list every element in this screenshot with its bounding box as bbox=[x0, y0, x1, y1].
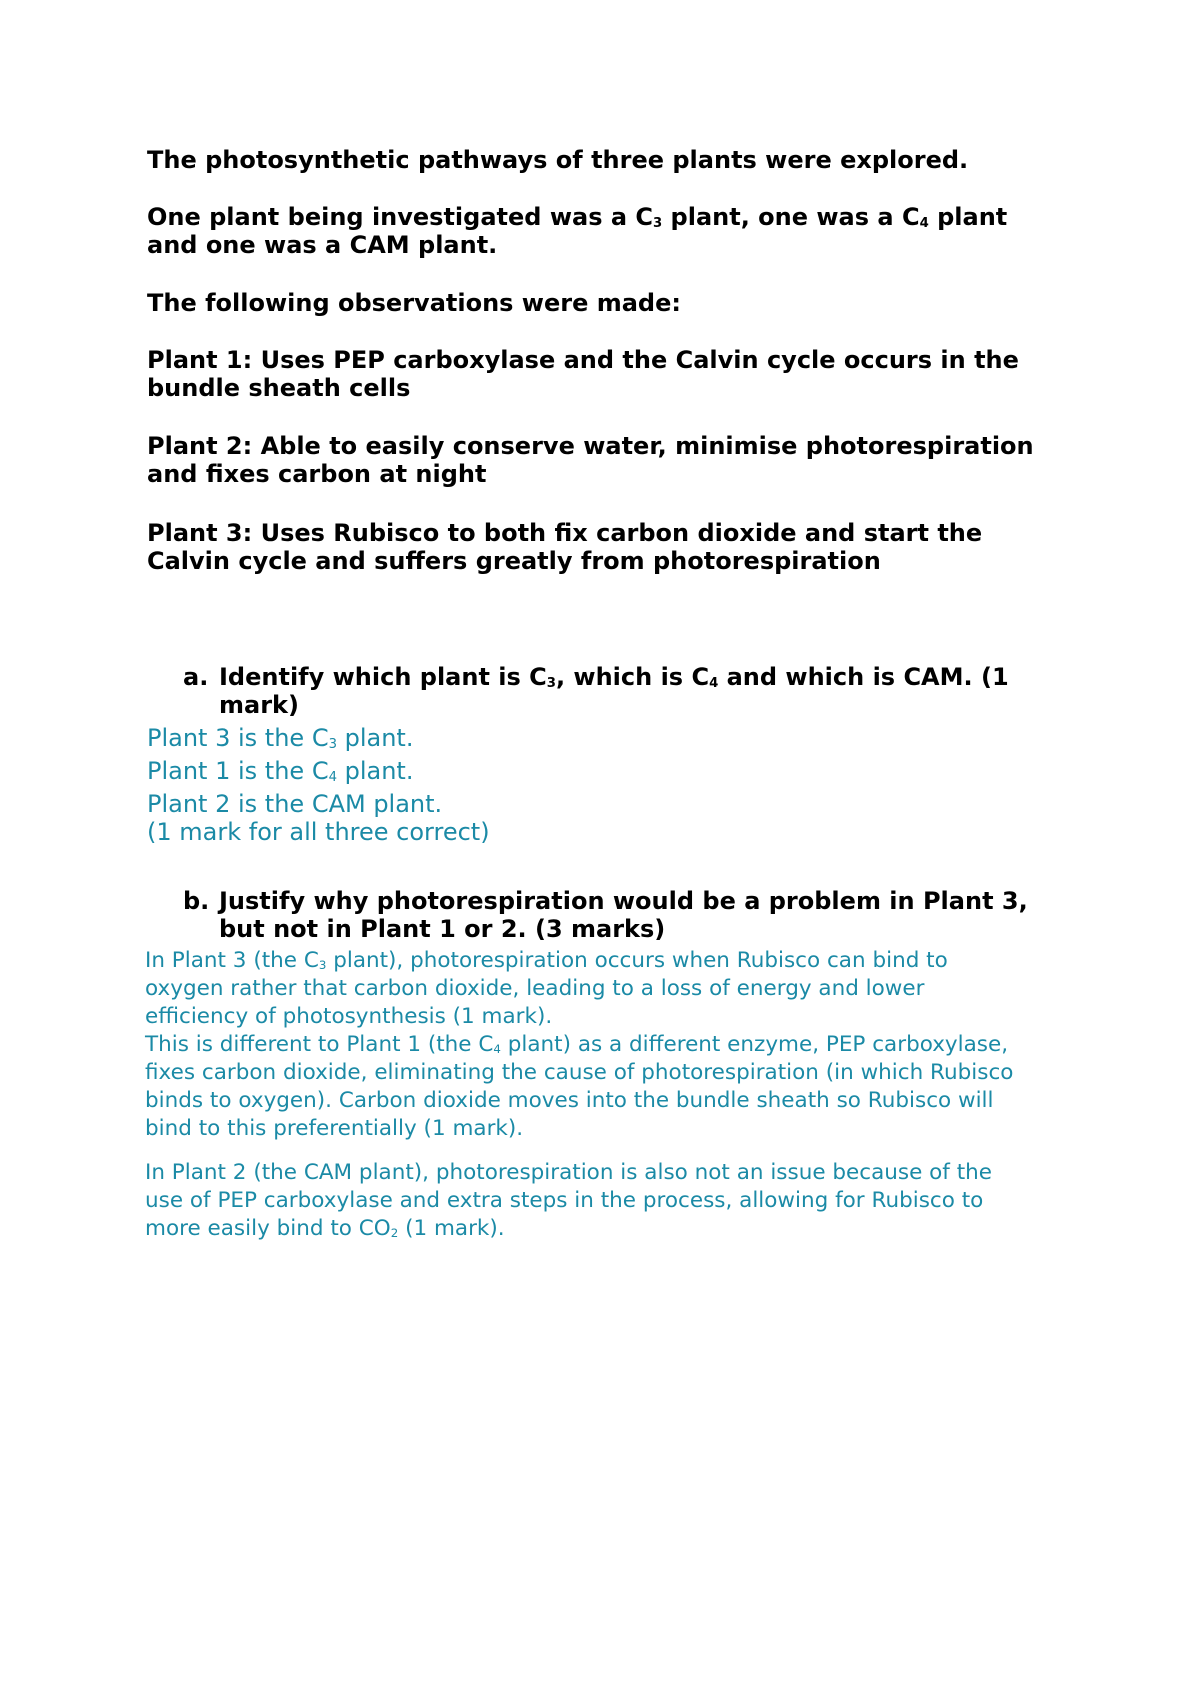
answer-b-line-2: oxygen rather that carbon dioxide, leading to a loss of energy and lower bbox=[145, 976, 925, 1001]
question-b-line-1: Justify why photorespiration would be a problem in Plant 3, bbox=[219, 887, 1028, 915]
plant-3-line-2: Calvin cycle and suffers greatly from photorespiration bbox=[147, 547, 881, 575]
answer-b-line-4: This is different to Plant 1 (the C4 plant) as a different enzyme, PEP carboxylase, bbox=[145, 1032, 1009, 1057]
plant-1-line-1: Plant 1: Uses PEP carboxylase and the Calvin cycle occurs in the bbox=[147, 346, 1019, 374]
question-a-line-2: mark) bbox=[219, 691, 299, 719]
question-b-marker: b. bbox=[183, 887, 210, 915]
plant-3-line-1: Plant 3: Uses Rubisco to both fix carbon dioxide and start the bbox=[147, 519, 983, 547]
answer-b-line-3: efficiency of photosynthesis (1 mark). bbox=[145, 1004, 553, 1029]
intro-line-1: The photosynthetic pathways of three plants were explored. bbox=[147, 146, 969, 174]
plant-1-line-2: bundle sheath cells bbox=[147, 374, 411, 402]
answer-a-line-2: Plant 1 is the C4 plant. bbox=[147, 757, 414, 785]
answer-b-line-6: binds to oxygen). Carbon dioxide moves into the bundle sheath so Rubisco will bbox=[145, 1088, 994, 1113]
plant-2-line-1: Plant 2: Able to easily conserve water, minimise photorespiration bbox=[147, 432, 1034, 460]
answer-b-line-7: bind to this preferentially (1 mark). bbox=[145, 1116, 524, 1141]
question-a-marker: a. bbox=[183, 663, 209, 691]
intro-line-3: and one was a CAM plant. bbox=[147, 231, 498, 259]
answer-b-line-8: In Plant 2 (the CAM plant), photorespiration is also not an issue because of the bbox=[145, 1160, 992, 1185]
answer-b-line-9: use of PEP carboxylase and extra steps in the process, allowing for Rubisco to bbox=[145, 1188, 984, 1213]
question-b-line-2: but not in Plant 1 or 2. (3 marks) bbox=[219, 915, 666, 943]
answer-a-line-4: (1 mark for all three correct) bbox=[147, 818, 490, 846]
answer-b-line-5: fixes carbon dioxide, eliminating the cause of photorespiration (in which Rubisco bbox=[145, 1060, 1014, 1085]
answer-b-line-1: In Plant 3 (the C3 plant), photorespiration occurs when Rubisco can bind to bbox=[145, 948, 948, 973]
answer-a-line-1: Plant 3 is the C3 plant. bbox=[147, 724, 414, 752]
intro-line-2: One plant being investigated was a C3 plant, one was a C4 plant bbox=[147, 203, 1008, 231]
intro-line-4: The following observations were made: bbox=[147, 289, 681, 317]
plant-2-line-2: and fixes carbon at night bbox=[147, 460, 487, 488]
answer-b-line-10: more easily bind to CO2 (1 mark). bbox=[145, 1216, 505, 1241]
question-a-line-1: Identify which plant is C3, which is C4 and which is CAM. (1 bbox=[219, 663, 1009, 691]
answer-a-line-3: Plant 2 is the CAM plant. bbox=[147, 790, 443, 818]
